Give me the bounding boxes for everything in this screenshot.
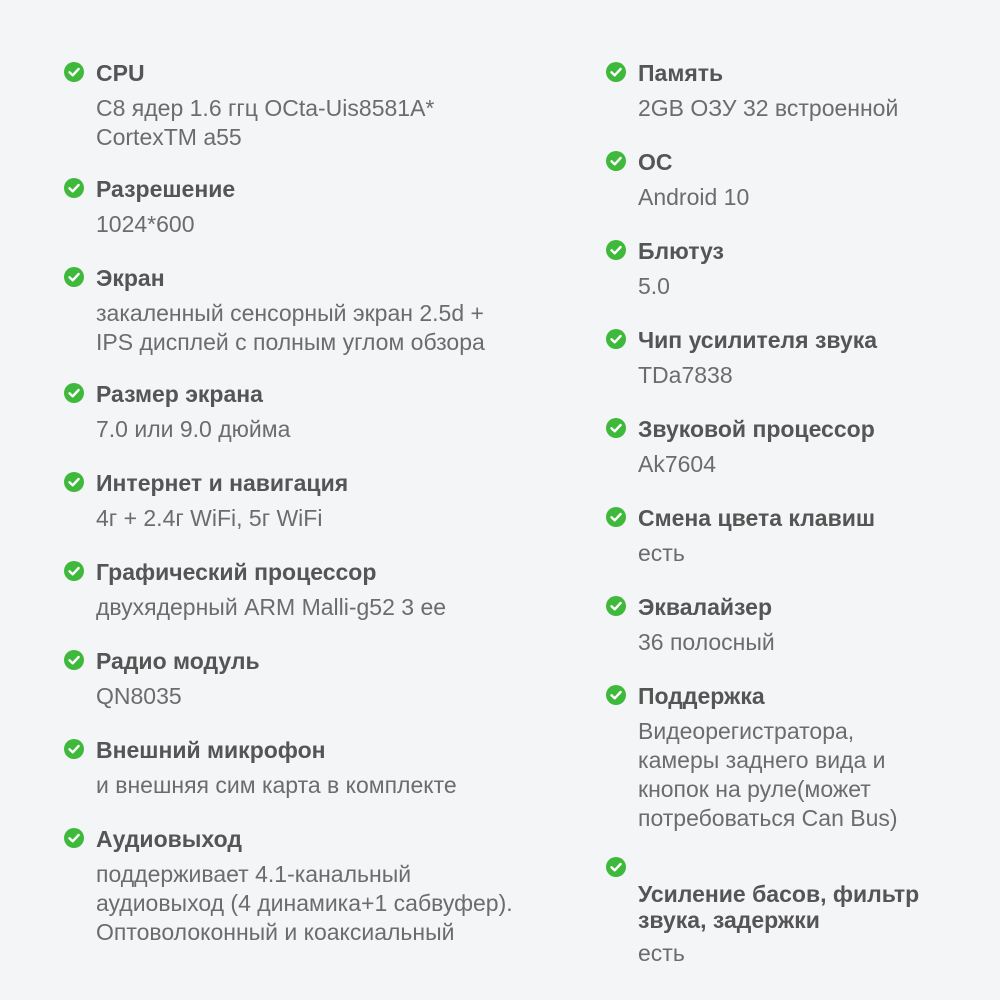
check-icon	[64, 383, 84, 403]
check-icon	[606, 62, 626, 82]
spec-title: ОС	[638, 149, 673, 175]
spec-value: двухядерный ARM Malli-g52 3 ee	[96, 594, 447, 620]
spec-title: Смена цвета клавиш	[638, 505, 876, 531]
spec-title: CPU	[96, 60, 145, 86]
check-icon	[606, 685, 626, 705]
check-icon	[64, 267, 84, 287]
check-icon	[64, 828, 84, 848]
spec-value: 4г + 2.4г WiFi, 5г WiFi	[96, 505, 323, 531]
spec-value: Ak7604	[638, 451, 717, 477]
check-icon	[64, 62, 84, 82]
spec-title: Эквалайзер	[638, 594, 773, 620]
check-icon	[606, 151, 626, 171]
check-icon	[64, 650, 84, 670]
spec-screen	[64, 265, 485, 357]
spec-os	[606, 149, 749, 212]
spec-value: QN8035	[96, 683, 182, 709]
check-icon	[64, 472, 84, 492]
spec-value: 5.0	[638, 273, 670, 299]
spec-key-color	[606, 505, 875, 568]
spec-value: закаленный сенсорный экран 2.5d + IPS дисплей с полным углом обзора	[96, 300, 485, 355]
spec-value: 36 полосный	[638, 629, 775, 655]
spec-equalizer	[606, 594, 775, 657]
spec-microphone	[64, 737, 457, 800]
check-icon	[606, 596, 626, 616]
spec-screen-size	[64, 381, 290, 444]
spec-title: Блютуз	[638, 238, 724, 264]
spec-cpu	[64, 60, 434, 152]
spec-value: есть	[638, 940, 685, 966]
check-icon	[606, 857, 626, 877]
spec-title: Разрешение	[96, 176, 236, 202]
spec-value: и внешняя сим карта в комплекте	[96, 772, 457, 798]
spec-resolution	[64, 176, 235, 239]
spec-title: Интернет и навигация	[96, 470, 349, 496]
check-icon	[606, 507, 626, 527]
spec-value: поддерживает 4.1-канальный аудиовыход (4 динамика+1 сабвуфер). Оптоволоконный и коаксиальный	[96, 861, 513, 945]
spec-support	[606, 683, 898, 833]
spec-title: Усиление басов, фильтр звука, задержки	[638, 881, 920, 933]
spec-value: Android 10	[638, 184, 750, 210]
check-icon	[64, 739, 84, 759]
spec-value: есть	[638, 540, 685, 566]
spec-value: TDa7838	[638, 362, 733, 388]
spec-title: Внешний микрофон	[96, 737, 326, 763]
spec-title: Экран	[96, 265, 165, 291]
spec-dsp	[606, 416, 875, 479]
check-icon	[64, 178, 84, 198]
spec-bluetooth	[606, 238, 724, 301]
check-icon	[606, 418, 626, 438]
spec-title: Размер экрана	[96, 381, 263, 407]
spec-value: C8 ядер 1.6 ггц OCta-Uis8581A* CortexTM a55	[96, 95, 435, 150]
spec-title: Аудиовыход	[96, 826, 242, 852]
spec-memory	[606, 60, 898, 123]
spec-title: Звуковой процессор	[638, 416, 875, 442]
spec-title: Чип усилителя звука	[638, 327, 878, 353]
spec-title: Графический процессор	[96, 559, 377, 585]
spec-title: Память	[638, 60, 724, 86]
spec-value: 1024*600	[96, 211, 195, 237]
spec-title: Поддержка	[638, 683, 765, 709]
spec-radio	[64, 648, 260, 711]
check-icon	[64, 561, 84, 581]
spec-gpu	[64, 559, 446, 622]
spec-amp-chip	[606, 327, 877, 390]
spec-title: Радио модуль	[96, 648, 260, 674]
spec-value: 7.0 или 9.0 дюйма	[96, 416, 291, 442]
spec-value: Видеорегистратора, камеры заднего вида и кнопок на руле(может потребоваться Can Bus)	[638, 718, 898, 831]
spec-internet	[64, 470, 348, 533]
spec-value: 2GB ОЗУ 32 встроенной	[638, 95, 899, 121]
spec-audio-out	[64, 826, 513, 947]
check-icon	[606, 329, 626, 349]
check-icon	[606, 240, 626, 260]
spec-bass-boost	[606, 855, 919, 968]
